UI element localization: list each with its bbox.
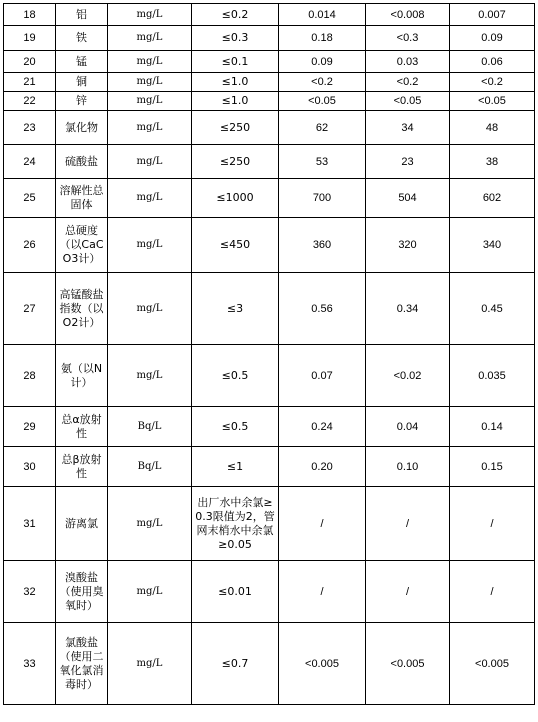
table-row bbox=[4, 561, 535, 623]
result-3-cell: 602 bbox=[450, 179, 535, 218]
table-row bbox=[4, 111, 535, 145]
result-3-cell: 0.45 bbox=[450, 273, 535, 345]
item-name-cell: 锰 bbox=[56, 51, 108, 73]
table-row bbox=[4, 179, 535, 218]
table-row bbox=[4, 73, 535, 92]
row-number-cell: 22 bbox=[4, 92, 56, 111]
item-name-cell: 硫酸盐 bbox=[56, 145, 108, 179]
item-name-cell: 总硬度（以CaCO3计） bbox=[56, 218, 108, 273]
row-number-cell: 26 bbox=[4, 218, 56, 273]
result-3-cell: <0.05 bbox=[450, 92, 535, 111]
unit-cell: mg/L bbox=[108, 487, 192, 561]
row-number-cell: 23 bbox=[4, 111, 56, 145]
result-1-cell: 0.20 bbox=[279, 447, 366, 487]
result-1-cell: 0.07 bbox=[279, 345, 366, 407]
limit-cell: ≤450 bbox=[192, 218, 279, 273]
result-3-cell: 0.15 bbox=[450, 447, 535, 487]
result-2-cell: 504 bbox=[366, 179, 450, 218]
result-2-cell: <0.2 bbox=[366, 73, 450, 92]
result-2-cell: 0.04 bbox=[366, 407, 450, 447]
unit-cell: mg/L bbox=[108, 179, 192, 218]
result-2-cell: <0.02 bbox=[366, 345, 450, 407]
result-1-cell: <0.005 bbox=[279, 623, 366, 705]
item-name-cell: 总α放射性 bbox=[56, 407, 108, 447]
result-2-cell: / bbox=[366, 561, 450, 623]
item-name-cell: 铝 bbox=[56, 4, 108, 26]
result-1-cell: 0.18 bbox=[279, 26, 366, 51]
limit-cell: ≤250 bbox=[192, 111, 279, 145]
row-number-cell: 21 bbox=[4, 73, 56, 92]
result-3-cell: 48 bbox=[450, 111, 535, 145]
unit-cell: Bq/L bbox=[108, 407, 192, 447]
unit-cell: mg/L bbox=[108, 345, 192, 407]
item-name-cell: 铜 bbox=[56, 73, 108, 92]
item-name-cell: 游离氯 bbox=[56, 487, 108, 561]
limit-cell: ≤1 bbox=[192, 447, 279, 487]
row-number-cell: 32 bbox=[4, 561, 56, 623]
limit-cell: ≤0.5 bbox=[192, 407, 279, 447]
result-2-cell: 23 bbox=[366, 145, 450, 179]
result-1-cell: 360 bbox=[279, 218, 366, 273]
water-quality-table bbox=[3, 3, 535, 705]
unit-cell: mg/L bbox=[108, 73, 192, 92]
result-1-cell: 53 bbox=[279, 145, 366, 179]
result-3-cell: / bbox=[450, 561, 535, 623]
limit-cell: ≤0.3 bbox=[192, 26, 279, 51]
result-1-cell: / bbox=[279, 561, 366, 623]
result-2-cell: 0.34 bbox=[366, 273, 450, 345]
unit-cell: mg/L bbox=[108, 111, 192, 145]
result-2-cell: / bbox=[366, 487, 450, 561]
row-number-cell: 27 bbox=[4, 273, 56, 345]
limit-cell: ≤0.7 bbox=[192, 623, 279, 705]
result-1-cell: 62 bbox=[279, 111, 366, 145]
row-number-cell: 19 bbox=[4, 26, 56, 51]
table-row bbox=[4, 26, 535, 51]
table-row bbox=[4, 407, 535, 447]
result-1-cell: 0.56 bbox=[279, 273, 366, 345]
unit-cell: mg/L bbox=[108, 26, 192, 51]
table-row bbox=[4, 92, 535, 111]
result-3-cell: 0.14 bbox=[450, 407, 535, 447]
result-1-cell: / bbox=[279, 487, 366, 561]
row-number-cell: 24 bbox=[4, 145, 56, 179]
table-row bbox=[4, 447, 535, 487]
unit-cell: mg/L bbox=[108, 623, 192, 705]
item-name-cell: 溴酸盐（使用臭氧时） bbox=[56, 561, 108, 623]
limit-cell: ≤250 bbox=[192, 145, 279, 179]
limit-cell: ≤0.01 bbox=[192, 561, 279, 623]
result-3-cell: 0.06 bbox=[450, 51, 535, 73]
row-number-cell: 20 bbox=[4, 51, 56, 73]
table-row bbox=[4, 623, 535, 705]
item-name-cell: 锌 bbox=[56, 92, 108, 111]
item-name-cell: 氨（以N计） bbox=[56, 345, 108, 407]
row-number-cell: 30 bbox=[4, 447, 56, 487]
result-3-cell: / bbox=[450, 487, 535, 561]
result-3-cell: 0.035 bbox=[450, 345, 535, 407]
result-1-cell: <0.2 bbox=[279, 73, 366, 92]
result-2-cell: 0.10 bbox=[366, 447, 450, 487]
limit-cell: ≤1000 bbox=[192, 179, 279, 218]
limit-cell: ≤1.0 bbox=[192, 92, 279, 111]
unit-cell: mg/L bbox=[108, 4, 192, 26]
table-row bbox=[4, 218, 535, 273]
item-name-cell: 溶解性总固体 bbox=[56, 179, 108, 218]
unit-cell: mg/L bbox=[108, 218, 192, 273]
row-number-cell: 25 bbox=[4, 179, 56, 218]
unit-cell: mg/L bbox=[108, 145, 192, 179]
limit-cell: ≤0.2 bbox=[192, 4, 279, 26]
result-1-cell: 0.24 bbox=[279, 407, 366, 447]
result-3-cell: <0.005 bbox=[450, 623, 535, 705]
table-row bbox=[4, 51, 535, 73]
result-3-cell: <0.2 bbox=[450, 73, 535, 92]
limit-cell: ≤3 bbox=[192, 273, 279, 345]
row-number-cell: 28 bbox=[4, 345, 56, 407]
result-2-cell: <0.3 bbox=[366, 26, 450, 51]
item-name-cell: 总β放射性 bbox=[56, 447, 108, 487]
row-number-cell: 18 bbox=[4, 4, 56, 26]
limit-cell: 出厂水中余氯≥0.3限值为2，管网末梢水中余氯≥0.05 bbox=[192, 487, 279, 561]
result-1-cell: 0.09 bbox=[279, 51, 366, 73]
item-name-cell: 氯化物 bbox=[56, 111, 108, 145]
result-2-cell: 0.03 bbox=[366, 51, 450, 73]
table-row bbox=[4, 145, 535, 179]
result-3-cell: 38 bbox=[450, 145, 535, 179]
result-2-cell: <0.005 bbox=[366, 623, 450, 705]
item-name-cell: 氯酸盐（使用二氧化氯消毒时） bbox=[56, 623, 108, 705]
table-row bbox=[4, 345, 535, 407]
result-3-cell: 0.09 bbox=[450, 26, 535, 51]
table-row bbox=[4, 487, 535, 561]
result-3-cell: 340 bbox=[450, 218, 535, 273]
item-name-cell: 高锰酸盐指数（以O2计） bbox=[56, 273, 108, 345]
limit-cell: ≤0.1 bbox=[192, 51, 279, 73]
unit-cell: Bq/L bbox=[108, 447, 192, 487]
table-body bbox=[4, 4, 535, 705]
result-1-cell: 700 bbox=[279, 179, 366, 218]
table-row bbox=[4, 273, 535, 345]
result-3-cell: 0.007 bbox=[450, 4, 535, 26]
row-number-cell: 31 bbox=[4, 487, 56, 561]
result-2-cell: 34 bbox=[366, 111, 450, 145]
row-number-cell: 29 bbox=[4, 407, 56, 447]
table-row bbox=[4, 4, 535, 26]
unit-cell: mg/L bbox=[108, 273, 192, 345]
result-1-cell: <0.05 bbox=[279, 92, 366, 111]
limit-cell: ≤0.5 bbox=[192, 345, 279, 407]
unit-cell: mg/L bbox=[108, 92, 192, 111]
limit-cell: ≤1.0 bbox=[192, 73, 279, 92]
unit-cell: mg/L bbox=[108, 561, 192, 623]
row-number-cell: 33 bbox=[4, 623, 56, 705]
result-1-cell: 0.014 bbox=[279, 4, 366, 26]
unit-cell: mg/L bbox=[108, 51, 192, 73]
item-name-cell: 铁 bbox=[56, 26, 108, 51]
result-2-cell: 320 bbox=[366, 218, 450, 273]
result-2-cell: <0.008 bbox=[366, 4, 450, 26]
result-2-cell: <0.05 bbox=[366, 92, 450, 111]
